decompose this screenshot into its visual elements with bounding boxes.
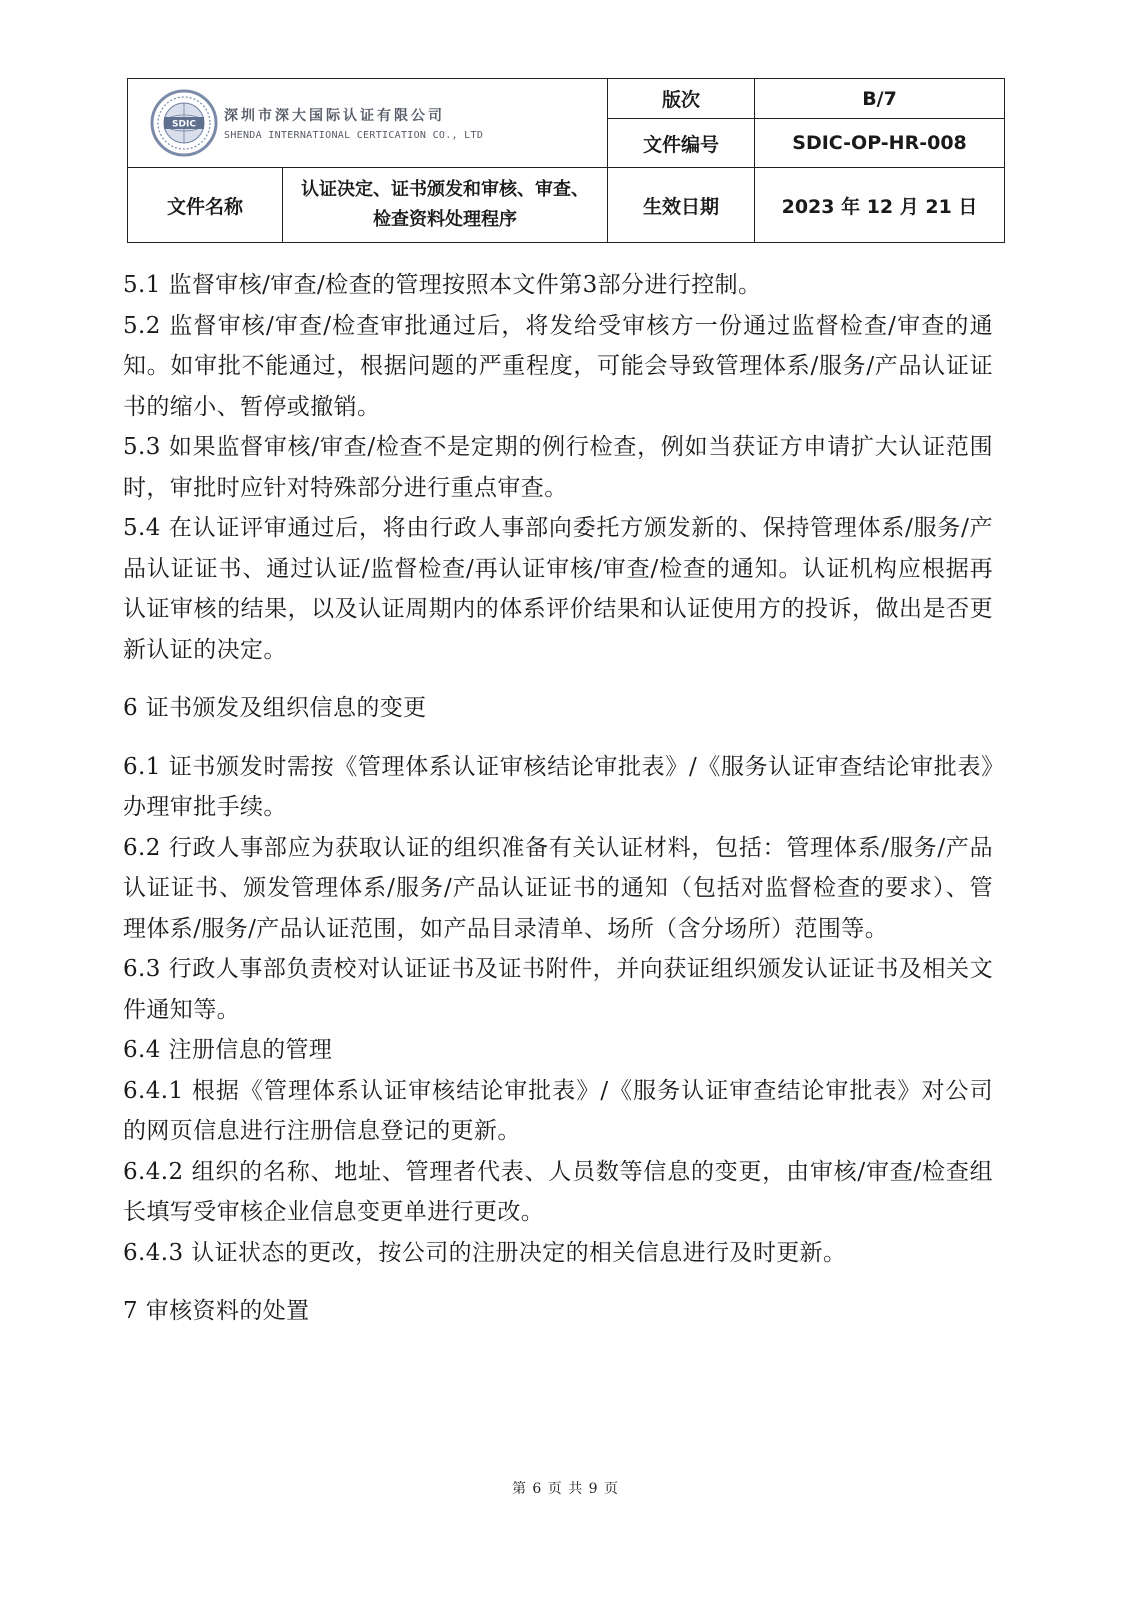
paragraph-6-4-2: 6.4.2 组织的名称、地址、管理者代表、人员数等信息的变更，由审核/审查/检查组长填写受审核企业信息变更单进行更改。: [123, 1158, 993, 1225]
version-label: 版次: [608, 79, 755, 119]
effective-date-value: 2023 年 12 月 21 日: [755, 168, 1005, 243]
paragraph-6-2: 6.2 行政人事部应为获取认证的组织准备有关认证材料，包括：管理体系/服务/产品认证证书、颁发管理体系/服务/产品认证证书的通知（包括对监督检查的要求）、管理体系/服务/产品认证范围，如产品目录清单、场所（含分场所）范围等。: [123, 834, 993, 942]
document-body: [123, 265, 993, 1332]
paragraph-6-4-1: 6.4.1 根据《管理体系认证审核结论审批表》/《服务认证审查结论审批表》对公司的网页信息进行注册信息登记的更新。: [123, 1077, 993, 1144]
paragraph-6-3: 6.3 行政人事部负责校对认证证书及证书附件，并向获证组织颁发认证证书及相关文件通知等。: [123, 956, 993, 1023]
paragraph-5-2: 5.2 监督审核/审查/检查审批通过后，将发给受审核方一份通过监督检查/审查的通知。如审批不能通过，根据问题的严重程度，可能会导致管理体系/服务/产品认证证书的缩小、暂停或撤销。: [123, 312, 993, 420]
company-name-en: SHENDA INTERNATIONAL CERTICATION CO., LTD: [224, 130, 484, 141]
seal-logo-text: SDIC: [172, 119, 196, 130]
doc-name-line1: 认证决定、证书颁发和审核、审查、: [301, 179, 589, 200]
doc-name-line2: 检查资料处理程序: [373, 209, 517, 230]
doc-name-value: [283, 168, 608, 243]
paragraph-5-1: 5.1 监督审核/审查/检查的管理按照本文件第3部分进行控制。: [123, 272, 762, 298]
company-logo-cell: [128, 79, 608, 168]
paragraph-5-4: 5.4 在认证评审通过后，将由行政人事部向委托方颁发新的、保持管理体系/服务/产品认证证书、通过认证/监督检查/再认证审核/审查/检查的通知。认证机构应根据再认证审核的结果，以及认证周期内的体系评价结果和认证使用方的投诉，做出是否更新认证的决定。: [123, 515, 993, 663]
section-heading-7: 7 审核资料的处置: [123, 1298, 310, 1324]
doc-number-value: SDIC-OP-HR-008: [755, 119, 1005, 168]
paragraph-6-4-3: 6.4.3 认证状态的更改，按公司的注册决定的相关信息进行及时更新。: [123, 1239, 847, 1266]
document-header-table: [127, 78, 1005, 243]
version-value: B/7: [755, 79, 1005, 119]
doc-name-label: 文件名称: [128, 168, 283, 243]
paragraph-6-4: 6.4 注册信息的管理: [123, 1037, 333, 1063]
paragraph-6-1: 6.1 证书颁发时需按《管理体系认证审核结论审批表》/《服务认证审查结论审批表》办理审批手续。: [123, 753, 993, 820]
page-number-footer: 第 6 页 共 9 页: [511, 1481, 620, 1497]
company-seal-icon: [150, 89, 218, 157]
doc-number-label: 文件编号: [608, 119, 755, 168]
paragraph-5-3: 5.3 如果监督审核/审查/检查不是定期的例行检查，例如当获证方申请扩大认证范围时，审批时应针对特殊部分进行重点审查。: [123, 434, 993, 501]
section-heading-6: 6 证书颁发及组织信息的变更: [123, 695, 427, 721]
company-name-cn: 深圳市深大国际认证有限公司: [224, 108, 445, 124]
effective-date-label: 生效日期: [608, 168, 755, 243]
